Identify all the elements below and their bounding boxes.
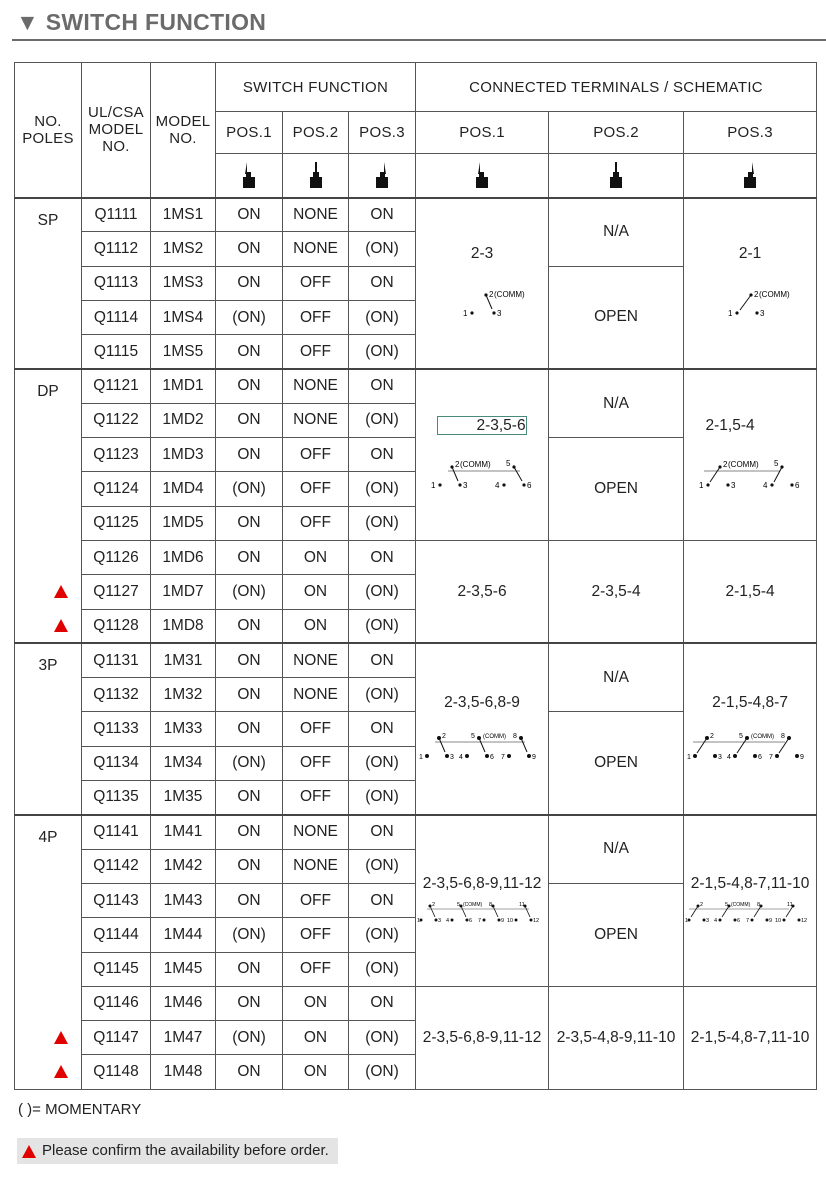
pos3-cell: (ON) xyxy=(349,918,416,952)
pos3-cell: (ON) xyxy=(349,232,416,266)
ulcsa-cell: Q1113 xyxy=(82,266,151,300)
pos2-cell: ON xyxy=(283,1021,349,1055)
sch-label: 2 xyxy=(432,901,436,908)
sch-label: 5 xyxy=(506,458,511,468)
sch-label: 3 xyxy=(718,754,722,762)
pos3-cell: (ON) xyxy=(349,952,416,986)
header-sf-pos2: POS.2 xyxy=(283,112,349,154)
ulcsa-cell: Q1121 xyxy=(82,369,151,403)
dp-conn-open: OPEN xyxy=(549,438,684,541)
dp-conn-pos3-text: 2-1,5-4 xyxy=(705,416,755,434)
poles-dp: DP xyxy=(15,369,82,643)
ulcsa-cell: Q1126 xyxy=(82,540,151,574)
pos2-cell: OFF xyxy=(283,438,349,472)
sch-label: 6 xyxy=(490,754,494,762)
model-cell: 1MD6 xyxy=(151,540,216,574)
sch-label: 8 xyxy=(513,733,517,741)
pos2-cell: OFF xyxy=(283,746,349,780)
pos3-cell: (ON) xyxy=(349,609,416,643)
4p-conn2-pos3: 2-1,5-4,8-7,11-10 xyxy=(684,986,817,1089)
pos3-cell: ON xyxy=(349,369,416,403)
header-sf-pos3: POS.3 xyxy=(349,112,416,154)
availability-notice-text: Please confirm the availability before order. xyxy=(42,1142,329,1159)
ulcsa-cell: Q1142 xyxy=(82,849,151,883)
dp-conn2-pos1: 2-3,5-6 xyxy=(416,540,549,643)
sch-label: 4 xyxy=(495,480,500,490)
pos1-cell: ON xyxy=(216,849,283,883)
sch-label: 1 xyxy=(431,480,436,490)
pos2-cell: NONE xyxy=(283,849,349,883)
header-sf-pos1: POS.1 xyxy=(216,112,283,154)
availability-notice xyxy=(17,1138,338,1164)
pos3-cell: ON xyxy=(349,643,416,677)
sch-label: 3 xyxy=(760,309,765,319)
ulcsa-cell: Q1144 xyxy=(82,918,151,952)
ulcsa-cell: Q1141 xyxy=(82,815,151,849)
pos1-cell: (ON) xyxy=(216,575,283,609)
sch-label: 8 xyxy=(781,733,785,741)
pos1-cell: ON xyxy=(216,1055,283,1089)
header-ct-pos2: POS.2 xyxy=(549,112,684,154)
sch-label: 2 xyxy=(442,733,446,741)
pos1-cell: ON xyxy=(216,506,283,540)
sp-conn-pos1-text: 2-3 xyxy=(470,245,494,263)
pos3-cell: (ON) xyxy=(349,472,416,506)
sch-label: 6 xyxy=(758,754,762,762)
sch-label: 5 xyxy=(725,901,729,908)
warning-triangle-icon xyxy=(22,1145,36,1158)
3p-conn-pos3 xyxy=(684,643,817,814)
3p-conn-pos1-text: 2-3,5-6,8-9 xyxy=(444,694,520,712)
pos1-cell: ON xyxy=(216,952,283,986)
pos3-cell: ON xyxy=(349,986,416,1020)
availability-warning-icon xyxy=(54,1065,68,1078)
sch-label: 3 xyxy=(450,754,454,762)
pos3-cell: (ON) xyxy=(349,781,416,815)
pos2-cell: ON xyxy=(283,540,349,574)
pos1-cell: (ON) xyxy=(216,1021,283,1055)
ulcsa-cell xyxy=(82,1055,151,1089)
pos1-cell: ON xyxy=(216,609,283,643)
poles-3p: 3P xyxy=(15,643,82,814)
header-connected: CONNECTED TERMINALS / SCHEMATIC xyxy=(416,63,817,112)
3p-conn-pos3-text: 2-1,5-4,8-7 xyxy=(712,694,788,712)
ulcsa-cell: Q1143 xyxy=(82,883,151,917)
sch-label: 4 xyxy=(763,480,768,490)
3p-schematic-pos3 xyxy=(685,730,815,764)
sch-label: 1 xyxy=(728,309,733,319)
model-cell: 1M42 xyxy=(151,849,216,883)
pos1-cell: ON xyxy=(216,198,283,232)
sch-label: 4 xyxy=(459,754,463,762)
sch-label: 5 xyxy=(774,458,779,468)
4p-schematic-pos3 xyxy=(685,901,815,927)
lever-pos2 xyxy=(283,154,349,198)
toggle-lever-left-icon xyxy=(474,160,490,190)
sp-schematic-pos3 xyxy=(715,285,790,321)
pos1-cell: ON xyxy=(216,815,283,849)
ulcsa-cell: Q1115 xyxy=(82,335,151,369)
pos2-cell: ON xyxy=(283,609,349,643)
model-cell: 1MD8 xyxy=(151,609,216,643)
pos3-cell: (ON) xyxy=(349,1055,416,1089)
pos1-cell: ON xyxy=(216,883,283,917)
sch-label: 11 xyxy=(787,901,793,908)
ulcsa-cell: Q1146 xyxy=(82,986,151,1020)
model-cell: 1M48 xyxy=(151,1055,216,1089)
dp-conn2-pos2: 2-3,5-4 xyxy=(549,540,684,643)
pos2-cell: NONE xyxy=(283,678,349,712)
sch-label: 3 xyxy=(731,480,736,490)
lever-ct-pos1 xyxy=(416,154,549,198)
ulcsa-cell: Q1132 xyxy=(82,678,151,712)
toggle-lever-right-icon xyxy=(742,160,758,190)
sch-label: 6 xyxy=(795,480,800,490)
dp-conn-na: N/A xyxy=(549,369,684,438)
lever-ct-pos3 xyxy=(684,154,817,198)
sch-label: 2 xyxy=(754,290,759,300)
ulcsa-cell: Q1112 xyxy=(82,232,151,266)
dp-schematic-pos3 xyxy=(690,457,810,493)
sch-label: 3 xyxy=(463,480,468,490)
pos1-cell: ON xyxy=(216,403,283,437)
sch-label: (COMM) xyxy=(494,290,525,300)
sch-label: (COMM) xyxy=(483,734,507,741)
sch-label: (COMM) xyxy=(460,459,491,469)
sch-label: 7 xyxy=(769,754,773,762)
pos3-cell: (ON) xyxy=(349,575,416,609)
ulcsa-cell: Q1134 xyxy=(82,746,151,780)
section-title: SWITCH FUNCTION xyxy=(45,9,267,35)
sp-conn-na: N/A xyxy=(549,198,684,267)
4p-schematic-pos1 xyxy=(417,901,547,927)
sch-label: 1 xyxy=(463,309,468,319)
model-cell: 1MS3 xyxy=(151,266,216,300)
header-switch-function: SWITCH FUNCTION xyxy=(216,63,416,112)
ulcsa-cell: Q1124 xyxy=(82,472,151,506)
pos2-cell: OFF xyxy=(283,266,349,300)
collapse-triangle-icon: ▼ xyxy=(16,9,40,35)
sch-label: 5 xyxy=(457,901,461,908)
pos3-cell: ON xyxy=(349,266,416,300)
sch-label: (COMM) xyxy=(728,459,759,469)
model-cell: 1M34 xyxy=(151,746,216,780)
sch-label: 9 xyxy=(769,917,773,924)
pos1-cell: (ON) xyxy=(216,918,283,952)
pos2-cell: NONE xyxy=(283,232,349,266)
dp-schematic-pos1 xyxy=(422,457,542,493)
pos1-cell: ON xyxy=(216,232,283,266)
ulcsa-cell: Q1114 xyxy=(82,300,151,334)
pos3-cell: ON xyxy=(349,815,416,849)
sch-label: 4 xyxy=(446,917,450,924)
4p-conn-pos3-text: 2-1,5-4,8-7,11-10 xyxy=(690,874,810,892)
sch-label: 1 xyxy=(699,480,704,490)
3p-conn-pos1 xyxy=(416,643,549,814)
model-cell: 1M35 xyxy=(151,781,216,815)
heading-rule xyxy=(12,39,826,41)
4p-conn-pos1 xyxy=(416,815,549,986)
sch-label: 7 xyxy=(746,917,750,924)
sch-label: 2 xyxy=(723,459,728,469)
pos3-cell: (ON) xyxy=(349,849,416,883)
model-cell: 1MD2 xyxy=(151,403,216,437)
sch-label: 5 xyxy=(471,733,475,741)
model-cell: 1M31 xyxy=(151,643,216,677)
pos2-cell: ON xyxy=(283,986,349,1020)
toggle-lever-center-icon xyxy=(308,160,324,190)
model-cell: 1M43 xyxy=(151,883,216,917)
pos2-cell: OFF xyxy=(283,918,349,952)
ulcsa-cell xyxy=(82,575,151,609)
sch-label: 1 xyxy=(687,754,691,762)
pos2-cell: NONE xyxy=(283,198,349,232)
pos3-cell: (ON) xyxy=(349,746,416,780)
dp-conn-pos1-text: 2-3,5-6 xyxy=(438,417,525,434)
model-cell: 1MS5 xyxy=(151,335,216,369)
availability-warning-icon xyxy=(54,585,68,598)
model-cell: 1MD4 xyxy=(151,472,216,506)
dp-conn-pos1 xyxy=(416,369,549,540)
toggle-lever-right-icon xyxy=(374,160,390,190)
pos3-cell: ON xyxy=(349,883,416,917)
lever-pos3 xyxy=(349,154,416,198)
pos1-cell: ON xyxy=(216,712,283,746)
poles-4p: 4P xyxy=(15,815,82,1089)
pos1-cell: ON xyxy=(216,643,283,677)
pos2-cell: OFF xyxy=(283,883,349,917)
pos1-cell: ON xyxy=(216,678,283,712)
sch-label: 2 xyxy=(455,459,460,469)
availability-warning-icon xyxy=(54,1031,68,1044)
sch-label: 6 xyxy=(737,917,741,924)
pos3-cell: (ON) xyxy=(349,335,416,369)
pos3-cell: ON xyxy=(349,198,416,232)
pos1-cell: (ON) xyxy=(216,746,283,780)
sch-label: (COMM) xyxy=(731,901,751,908)
4p-conn-pos3 xyxy=(684,815,817,986)
poles-sp: SP xyxy=(15,198,82,369)
ulcsa-cell xyxy=(82,1021,151,1055)
availability-warning-icon xyxy=(54,619,68,632)
sch-label: 10 xyxy=(775,917,782,924)
pos2-cell: OFF xyxy=(283,506,349,540)
3p-schematic-pos1 xyxy=(417,730,547,764)
sch-label: 9 xyxy=(501,917,505,924)
sch-label: 3 xyxy=(497,309,502,319)
model-cell: 1MS4 xyxy=(151,300,216,334)
sch-label: 1 xyxy=(419,754,423,762)
sch-label: (COMM) xyxy=(463,901,483,908)
pos2-cell: OFF xyxy=(283,472,349,506)
sch-label: 3 xyxy=(438,917,442,924)
4p-conn2-pos2: 2-3,5-4,8-9,11-10 xyxy=(549,986,684,1089)
pos2-cell: OFF xyxy=(283,952,349,986)
pos3-cell: (ON) xyxy=(349,678,416,712)
sch-label: 1 xyxy=(685,917,689,924)
sch-label: 4 xyxy=(714,917,718,924)
pos3-cell: (ON) xyxy=(349,506,416,540)
sch-label: 6 xyxy=(469,917,473,924)
model-cell: 1MD5 xyxy=(151,506,216,540)
sp-schematic-pos1 xyxy=(452,285,525,321)
pos1-cell: ON xyxy=(216,266,283,300)
pos1-cell: ON xyxy=(216,335,283,369)
sch-label: 7 xyxy=(501,754,505,762)
ulcsa-cell xyxy=(82,609,151,643)
ulcsa-cell: Q1135 xyxy=(82,781,151,815)
sch-label: 8 xyxy=(757,901,761,908)
toggle-lever-center-icon xyxy=(608,160,624,190)
header-model: MODEL NO. xyxy=(151,63,216,198)
pos1-cell: ON xyxy=(216,438,283,472)
pos3-cell: (ON) xyxy=(349,403,416,437)
ulcsa-cell: Q1133 xyxy=(82,712,151,746)
sch-label: 2 xyxy=(700,901,704,908)
4p-conn-pos1-text: 2-3,5-6,8-9,11-12 xyxy=(422,874,542,892)
pos2-cell: OFF xyxy=(283,335,349,369)
sch-label: 7 xyxy=(478,917,482,924)
model-cell: 1M46 xyxy=(151,986,216,1020)
pos2-cell: ON xyxy=(283,575,349,609)
ulcsa-text: Q1128 xyxy=(93,616,139,634)
model-cell: 1MS1 xyxy=(151,198,216,232)
lever-pos1 xyxy=(216,154,283,198)
pos3-cell: (ON) xyxy=(349,300,416,334)
ulcsa-text: Q1127 xyxy=(93,582,139,600)
sch-label: 8 xyxy=(489,901,493,908)
sp-conn-pos3 xyxy=(684,198,817,369)
pos2-cell: OFF xyxy=(283,712,349,746)
sch-label: 12 xyxy=(801,917,808,924)
sch-label: 9 xyxy=(532,754,536,762)
ulcsa-cell: Q1145 xyxy=(82,952,151,986)
sch-label: 6 xyxy=(527,480,532,490)
ulcsa-cell: Q1122 xyxy=(82,403,151,437)
sch-label: 11 xyxy=(519,901,525,908)
section-heading xyxy=(16,9,266,36)
model-cell: 1MD3 xyxy=(151,438,216,472)
model-cell: 1MD7 xyxy=(151,575,216,609)
model-cell: 1M47 xyxy=(151,1021,216,1055)
momentary-footnote: ( )= MOMENTARY xyxy=(18,1101,142,1118)
ulcsa-text: Q1148 xyxy=(93,1063,139,1081)
ulcsa-cell: Q1125 xyxy=(82,506,151,540)
pos2-cell: NONE xyxy=(283,369,349,403)
model-cell: 1M44 xyxy=(151,918,216,952)
sch-label: (COMM) xyxy=(759,290,790,300)
ulcsa-cell: Q1123 xyxy=(82,438,151,472)
sp-conn-pos3-text: 2-1 xyxy=(738,245,762,263)
pos2-cell: NONE xyxy=(283,403,349,437)
sch-label: 2 xyxy=(489,290,494,300)
sch-label: 3 xyxy=(706,917,710,924)
pos1-cell: ON xyxy=(216,781,283,815)
pos1-cell: ON xyxy=(216,369,283,403)
header-no-poles: NO. POLES xyxy=(15,63,82,198)
4p-conn2-pos1: 2-3,5-6,8-9,11-12 xyxy=(416,986,549,1089)
sch-label: 1 xyxy=(417,917,421,924)
4p-conn-na: N/A xyxy=(549,815,684,884)
pos1-cell: ON xyxy=(216,986,283,1020)
header-ct-pos3: POS.3 xyxy=(684,112,817,154)
sch-label: 4 xyxy=(727,754,731,762)
dp-conn2-pos3: 2-1,5-4 xyxy=(684,540,817,643)
pos2-cell: OFF xyxy=(283,300,349,334)
pos2-cell: NONE xyxy=(283,643,349,677)
lever-ct-pos2 xyxy=(549,154,684,198)
dp-conn-pos3 xyxy=(684,369,817,540)
model-cell: 1M32 xyxy=(151,678,216,712)
pos1-cell: (ON) xyxy=(216,300,283,334)
model-cell: 1MD1 xyxy=(151,369,216,403)
pos1-cell: ON xyxy=(216,540,283,574)
model-cell: 1M41 xyxy=(151,815,216,849)
sp-conn-open: OPEN xyxy=(549,266,684,369)
pos3-cell: (ON) xyxy=(349,1021,416,1055)
pos1-cell: (ON) xyxy=(216,472,283,506)
sch-label: 5 xyxy=(739,733,743,741)
toggle-lever-left-icon xyxy=(241,160,257,190)
header-ulcsa: UL/CSA MODEL NO. xyxy=(82,63,151,198)
sch-label: 9 xyxy=(800,754,804,762)
switch-function-table xyxy=(14,62,817,1090)
sp-conn-pos1 xyxy=(416,198,549,369)
ulcsa-cell: Q1131 xyxy=(82,643,151,677)
sch-label: (COMM) xyxy=(751,734,775,741)
sch-label: 10 xyxy=(507,917,514,924)
sch-label: 2 xyxy=(710,733,714,741)
3p-conn-open: OPEN xyxy=(549,712,684,815)
4p-conn-open: OPEN xyxy=(549,883,684,986)
ulcsa-cell: Q1111 xyxy=(82,198,151,232)
pos3-cell: ON xyxy=(349,438,416,472)
pos2-cell: NONE xyxy=(283,815,349,849)
pos2-cell: ON xyxy=(283,1055,349,1089)
pos3-cell: ON xyxy=(349,540,416,574)
model-cell: 1MS2 xyxy=(151,232,216,266)
model-cell: 1M45 xyxy=(151,952,216,986)
pos2-cell: OFF xyxy=(283,781,349,815)
sch-label: 12 xyxy=(533,917,540,924)
pos3-cell: ON xyxy=(349,712,416,746)
model-cell: 1M33 xyxy=(151,712,216,746)
ulcsa-text: Q1147 xyxy=(93,1028,139,1046)
3p-conn-na: N/A xyxy=(549,643,684,712)
header-ct-pos1: POS.1 xyxy=(416,112,549,154)
